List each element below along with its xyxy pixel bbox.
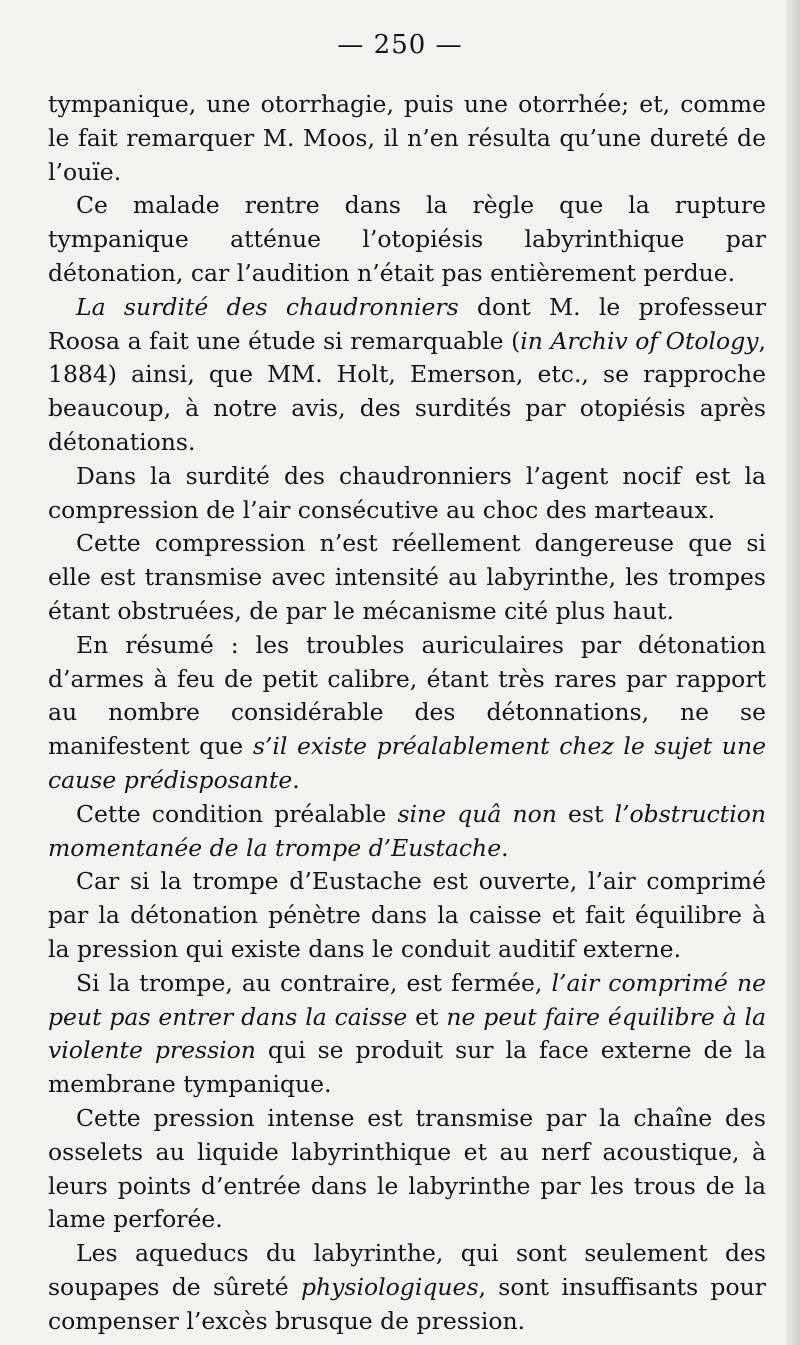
text-run: et (407, 1002, 447, 1031)
italic-text: physiologiques (300, 1272, 479, 1301)
text-run: Cette condition préalable (76, 799, 398, 828)
italic-text: in Archiv of Otology (520, 326, 759, 355)
text-run: dont M. le professeur Roosa a fait une étude si remarquable ( (48, 292, 766, 355)
text-run: Cette compression n’est réellement dangereuse que si elle est transmise avec intensité au labyrinthe, les trompes étant obstruées, de par le mécanisme cité plus haut. (48, 529, 766, 625)
text-run: qui se produit sur la face externe de la membrane tympanique. (48, 1036, 766, 1099)
text-run: Cette pression intense est transmise par la chaîne des osselets au liquide labyrinthique et au nerf acoustique, à leurs points d’entrée dans le labyrinthe par les trous de la lame perforée. (48, 1103, 766, 1234)
text-run: , 1884) ainsi, que MM. Holt, Emerson, etc., se rapproche beaucoup, à notre avis, des surdités par otopiésis après détonations. (48, 326, 767, 456)
body-text (48, 88, 766, 1338)
text-run: Ce malade rentre dans la règle que la rupture tympanique atténue l’otopiésis labyrinthique par détonation, car l’audition n’était pas entièrement perdue. (48, 191, 766, 287)
paragraph (48, 88, 766, 189)
italic-text: La surdité des chaudronniers (76, 292, 459, 321)
text-run: En résumé : les troubles auriculaires par détonation d’armes à feu de petit calibre, étant très rares par rapport au nombre considérable des détonnations, ne se manifestent que (48, 630, 766, 761)
text-run: Les aqueducs du labyrinthe, qui sont seulement des soupapes de sûreté (48, 1239, 766, 1301)
page-edge-shadow (786, 0, 800, 1345)
text-run: Si la trompe, au contraire, est fermée, (76, 968, 552, 997)
text-run: . (292, 765, 300, 794)
italic-text: l’obstruction momentanée de la trompe d’Eustache (48, 799, 767, 862)
text-run: est (556, 799, 615, 828)
paragraph (48, 189, 766, 290)
italic-text: sine quâ non (397, 799, 557, 828)
italic-text: l’air comprimé ne peut pas entrer dans la caisse (48, 968, 766, 1031)
paragraph (48, 291, 766, 460)
paragraph (48, 629, 766, 798)
text-run: tympanique, une otorrhagie, puis une otorrhée; et, comme le fait remarquer M. Moos, il n’en résulta qu’une dureté de l’ouïe. (48, 90, 766, 186)
paragraph (48, 865, 766, 966)
italic-text: ne peut faire équilibre à la violente pression (48, 1002, 766, 1065)
text-run: . (501, 833, 509, 862)
paragraph (48, 527, 766, 628)
paragraph (48, 1102, 766, 1237)
text-run: , sont insuffisants pour compenser l’excès brusque de pression. (48, 1272, 766, 1335)
paragraph (48, 798, 766, 866)
paragraph (48, 967, 766, 1102)
text-run: Dans la surdité des chaudronniers l’agent nocif est la compression de l’air consécutive au choc des marteaux. (48, 461, 766, 524)
paragraph (48, 460, 766, 528)
italic-text: s’il existe préalablement chez le sujet une cause prédisposante (48, 732, 766, 794)
paragraph (48, 1237, 766, 1338)
page-number: — 250 — (337, 30, 463, 60)
text-run: Car si la trompe d’Eustache est ouverte, l’air comprimé par la détonation pénètre dans la caisse et fait équilibre à la pression qui existe dans le conduit auditif externe. (48, 867, 766, 963)
